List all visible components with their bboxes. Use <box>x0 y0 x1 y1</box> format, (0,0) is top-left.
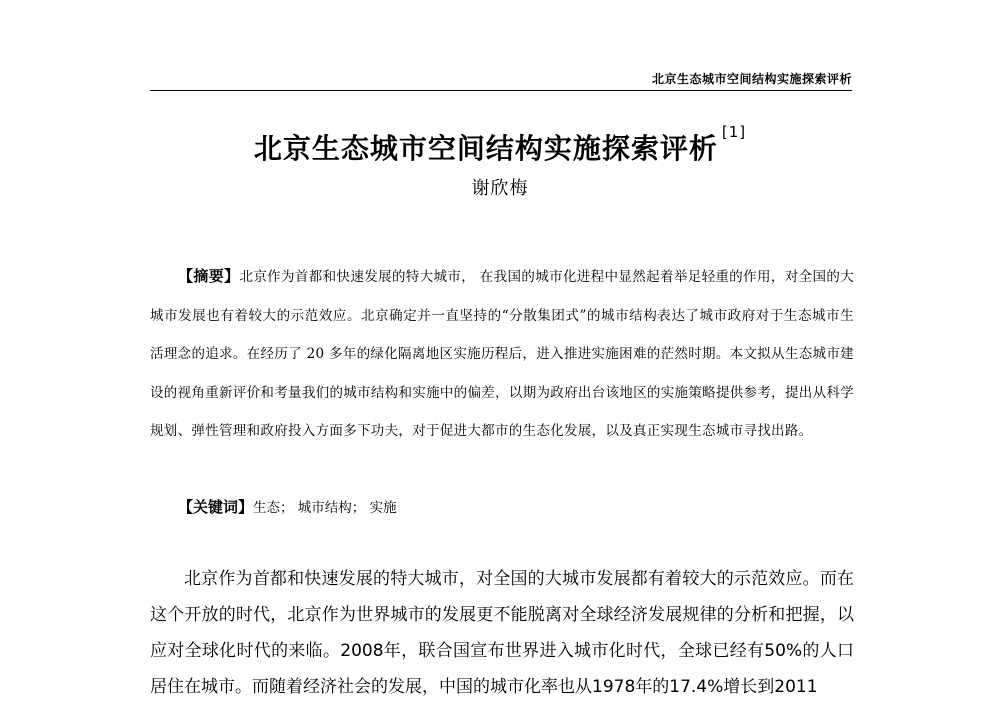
abstract-text: 北京作为首都和快速发展的特大城市， 在我国的城市化进程中显然起着举足轻重的作用，对全国的大城市发展也有着较大的示范效应。北京确定并一直坚持的“分散集团式”的城市结构表达了城市政府对于生态城市生活理念的追求。在经历了 20 多年的绿化隔离地区实施历程后，进入推进实施困难的茫然时期。本文拟从生态城市建设的视角重新评价和考量我们的城市结构和实施中的偏差，以期为政府出台该地区的实施策略提供参考，提出从科学规划、弹性管理和政府投入方面多下功夫，对于促进大都市的生态化发展，以及真正实现生态城市寻找出路。 <box>150 269 854 439</box>
running-header-title: 北京生态城市空间结构实施探索评析 <box>651 72 852 86</box>
footnote-reference[interactable]: [1] <box>721 123 747 141</box>
keywords-label: 【关键词】 <box>178 498 254 516</box>
keywords-text: 生态； 城市结构； 实施 <box>253 500 397 516</box>
paper-title <box>0 123 1000 167</box>
keywords <box>178 492 397 523</box>
paper-title-text: 北京生态城市空间结构实施探索评析 <box>253 132 718 165</box>
abstract-label: 【摘要】 <box>178 267 240 285</box>
paper-author: 谢欣梅 <box>471 178 529 199</box>
abstract <box>150 257 854 451</box>
running-header <box>150 68 852 91</box>
body-paragraph: 北京作为首都和快速发展的特大城市，对全国的大城市发展都有着较大的示范效应。而在这个开放的时代，北京作为世界城市的发展更不能脱离对全球经济发展规律的分析和把握，以应对全球化时代的来临。2008年，联合国宣布世界进入城市化时代，全球已经有50%的人口居住在城市。而随着经济社会的发展，中国的城市化率也从1978年的17.4%增长到2011 <box>150 569 854 697</box>
